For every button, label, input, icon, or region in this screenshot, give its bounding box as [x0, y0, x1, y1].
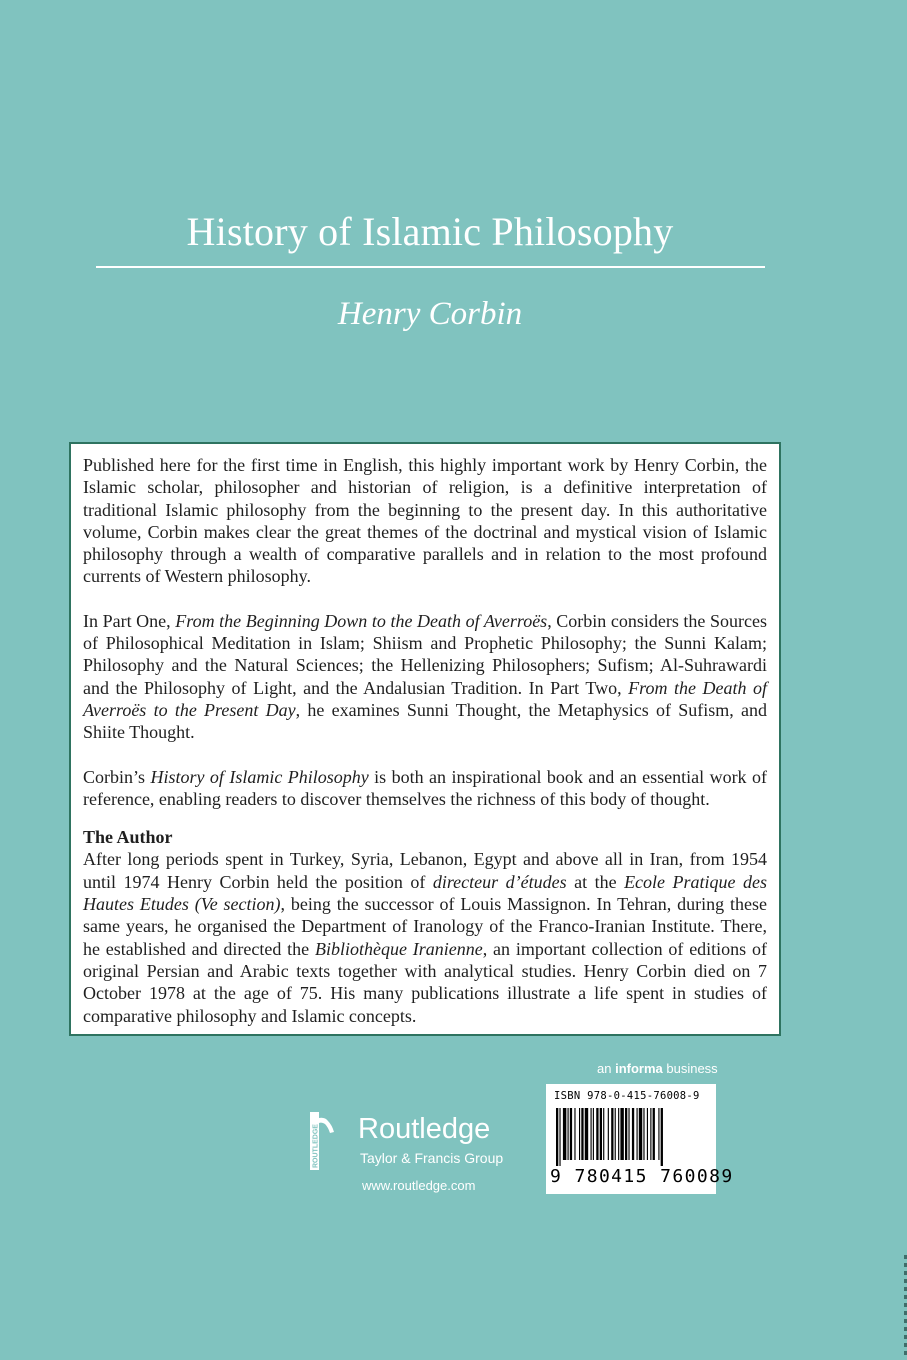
author-bio-heading: The Author — [83, 827, 173, 848]
barcode-bar — [603, 1108, 604, 1160]
barcode-bar — [637, 1108, 638, 1160]
publisher-group: Taylor & Francis Group — [360, 1150, 504, 1166]
barcode-bar — [591, 1108, 592, 1160]
tagline-text: business — [662, 1061, 718, 1076]
barcode-bar — [600, 1108, 602, 1160]
logo-vertical-text: ROUTLEDGE — [312, 1124, 320, 1168]
barcode-bar — [563, 1108, 566, 1160]
bio-italic: Ecole Pratique des Hautes Etudes (Ve section) — [83, 871, 767, 915]
barcode-bar — [574, 1108, 575, 1160]
isbn-label: ISBN 978-0-415-76008-9 — [554, 1090, 700, 1102]
bio-text: , being the successor of Louis Massignon. In Tehran, during these same years, he organised the Department of Iranology of the Franco-Iranian Institute. There, he established and directed the — [83, 894, 767, 959]
barcode-bar — [615, 1108, 616, 1160]
tagline-text: an — [597, 1061, 616, 1076]
title-divider — [96, 266, 765, 268]
barcode-bar — [618, 1108, 619, 1160]
book-title: History of Islamic Philosophy — [186, 209, 674, 254]
bio-text: After long periods spent in Turkey, Syria, Lebanon, Egypt and above all in Iran, from 1954 until 1974 Henry Corbin held the position of — [83, 849, 767, 892]
bio-text: , an important collection of editions of original Persian and Arabic texts together with analytical studies. Henry Corbin died on 7 October 1978 at the age of 75. His many publications illustrate a life spent in studies of comparative philosophy and Islamic concepts. — [83, 938, 767, 1026]
barcode-bar — [608, 1108, 609, 1160]
informa-business-tagline — [597, 1061, 718, 1076]
barcode-bar — [628, 1108, 629, 1160]
barcode-icon — [554, 1108, 708, 1166]
barcode-bar — [596, 1108, 598, 1160]
barcode-bar — [611, 1108, 613, 1160]
barcode-bar — [647, 1108, 648, 1160]
part-one-title: From the Beginning Down to the Death of Averroës — [175, 610, 548, 631]
publisher-name: Routledge — [358, 1113, 491, 1145]
book-title-italic: History of Islamic Philosophy — [150, 766, 369, 787]
part-two-title: From the Death of Averroës to the Present Day — [83, 677, 767, 720]
bio-text: at the — [566, 871, 625, 892]
description-box — [69, 442, 781, 1036]
blurb-paragraph-3 — [83, 766, 767, 811]
barcode-bar — [570, 1108, 572, 1160]
routledge-logo-icon — [308, 1110, 336, 1172]
tagline-brand: informa — [615, 1061, 663, 1076]
blurb-text: Corbin’s — [83, 766, 151, 787]
blurb-text: , he examines Sunni Thought, the Metaphysics of Sufism, and Shiite Thought. — [83, 699, 767, 743]
barcode-bar — [625, 1108, 627, 1160]
barcode-bar — [585, 1108, 588, 1160]
author-name: Henry Corbin — [337, 296, 523, 332]
barcode-bar — [581, 1108, 583, 1160]
barcode-bar — [653, 1108, 655, 1160]
barcode-bar — [639, 1108, 642, 1160]
barcode-bar — [556, 1108, 558, 1166]
barcode-bar — [579, 1108, 580, 1160]
blurb-text: In Part One, — [83, 610, 176, 631]
author-bio-paragraph — [83, 848, 767, 1026]
barcode-bar — [593, 1108, 594, 1160]
isbn-barcode-box — [546, 1084, 734, 1194]
blurb-text: , Corbin considers the Sources of Philosophical Meditation in Islam; Shiism and Prophetic Philosophy; the Sunni Kalam; Philosophy and the Natural Sciences; the Hellenizing Philosophers; Sufism; Al-Suhrawardi and the Philosophy of Light, and the Andalusian Tradition. In Part Two, — [83, 610, 767, 698]
blurb-paragraph-2 — [83, 610, 767, 744]
blurb-paragraph-1: Published here for the first time in English, this highly important work by Henry Corbin, the Islamic scholar, philosopher and historian of religion, is a definitive interpretation of traditional Islamic philosophy from the beginning to the present day. In this authoritative volume, Corbin makes clear the great themes of the doctrinal and mystical vision of Islamic philosophy through a wealth of comparative parallels and in relation to the most profound currents of Western philosophy. — [83, 455, 767, 587]
barcode-bar — [658, 1108, 659, 1160]
publisher-url[interactable]: www.routledge.com — [362, 1178, 476, 1193]
barcode-bar — [661, 1108, 663, 1166]
barcode-digits: 9 780415 760089 — [550, 1166, 734, 1187]
bio-italic: Bibliothèque Iranienne — [314, 938, 483, 959]
barcode-bar — [650, 1108, 651, 1160]
barcode-bar — [632, 1108, 634, 1160]
barcode-bar — [559, 1108, 560, 1166]
bio-italic: directeur d’études — [432, 871, 567, 892]
blurb-text: is both an inspirational book and an essential work of reference, enabling readers to discover themselves the richness of this body of thought. — [83, 766, 767, 809]
barcode-bar — [643, 1108, 644, 1160]
barcode-bar — [620, 1108, 623, 1160]
barcode-bar — [568, 1108, 569, 1160]
